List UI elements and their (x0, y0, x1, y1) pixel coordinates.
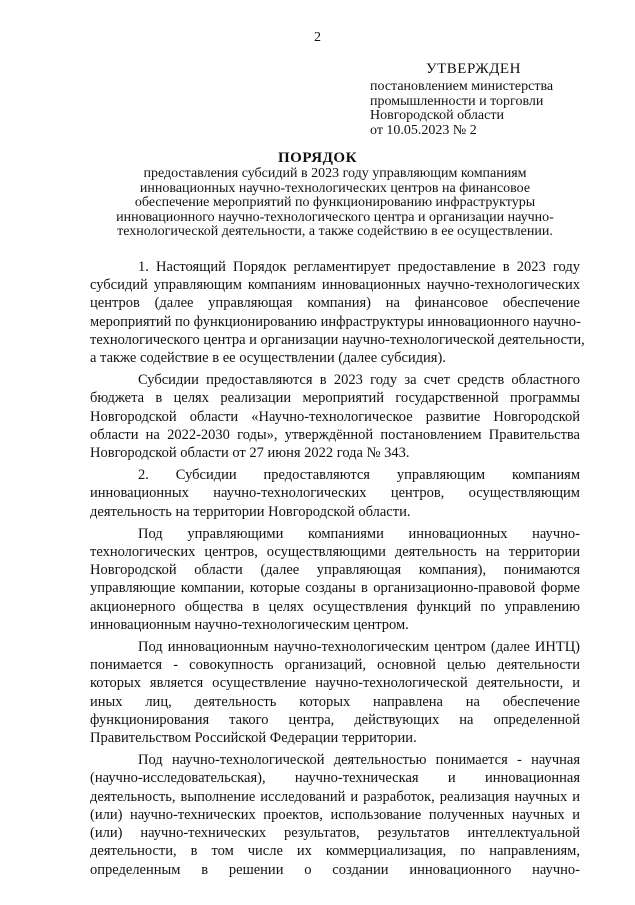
approval-line: Новгородской области (370, 108, 504, 123)
paragraph-line: которых является осуществление научно-технологической деятельности, и (90, 675, 580, 692)
paragraph-line: деятельности, в том числе их коммерциализация, по направлениям, (90, 843, 580, 860)
paragraph (90, 751, 580, 878)
subtitle-line: технологической деятельности, а также содействию в ее осуществлении. (117, 224, 553, 239)
paragraph (90, 525, 580, 634)
paragraph-line: Правительством Российской Федерации территории. (90, 730, 417, 747)
paragraph-line: субсидий управляющим компаниям инновационных научно-технологических (90, 277, 580, 294)
paragraph-line: (или) научно-технических проектов, использование полученных научных и (90, 806, 580, 823)
subtitle-line: обеспечение мероприятий по функционированию инфраструктуры (134, 195, 536, 210)
paragraph-line: Под инновационным научно-технологическим центром (далее ИНТЦ) (138, 639, 580, 656)
approval-title: УТВЕРЖДЕН (426, 61, 521, 77)
approval-stamp (370, 58, 620, 138)
subtitle-line: предоставления субсидий в 2023 году управляющим компаниям (143, 166, 527, 181)
paragraph-line: Новгородской области «Научно-технологическое развитие Новгородской (90, 408, 580, 425)
paragraph-line: инновационным научно-технологическим центром. (90, 616, 409, 633)
paragraph-line: (научно-исследовательская), научно-техническая и инновационная (90, 770, 580, 787)
paragraph (90, 638, 580, 747)
paragraph-line: 2. Субсидии предоставляются управляющим компаниям (138, 467, 580, 484)
paragraph-line: области на 2022-2030 годы», утверждённой постановлением Правительства (90, 426, 580, 443)
paragraph-line: технологических центров, осуществляющими деятельность на территории (90, 544, 580, 561)
paragraph (90, 466, 580, 521)
paragraph (90, 371, 580, 462)
paragraph-line: 1. Настоящий Порядок регламентирует предоставление в 2023 году (138, 259, 580, 275)
paragraph-line: Новгородской области от 27 июня 2022 года № 343. (90, 445, 410, 462)
paragraph-line: функционирования такого центра, действующих на определенной (90, 711, 580, 728)
approval-line: от 10.05.2023 № 2 (370, 122, 477, 138)
paragraph-line: а также содействие в ее осуществлении (далее субсидия). (90, 350, 446, 367)
paragraph-line: Субсидии предоставляются в 2023 году за счет средств областного (138, 372, 580, 389)
page-number: 2 (314, 30, 321, 45)
paragraph-line: управляющие компании, которые созданы в организационно-правовой форме (90, 580, 580, 597)
paragraph-line: бюджета в целях реализации мероприятий государственной программы (90, 390, 580, 407)
paragraph-line: определенным в решении о создании инновационного научно- (90, 861, 580, 878)
document-title: ПОРЯДОК (278, 150, 357, 166)
paragraph-line: мероприятий по функционированию инфраструктуры инновационного научно- (90, 313, 581, 330)
subtitle-line: инновационного научно-технологического центра и организации научно- (116, 209, 554, 225)
paragraph-line: Новгородской области (далее управляющая компания), понимаются (90, 562, 580, 579)
paragraph-line: технологического центра и организации научно-технологической деятельности, (90, 331, 585, 348)
approval-line: постановлением министерства (370, 79, 554, 94)
paragraph-line: инновационных научно-технологических центров, осуществляющим (90, 485, 580, 502)
paragraph-line: Под научно-технологической деятельностью понимается - научная (138, 752, 580, 769)
paragraph-line: понимается - совокупность организаций, основной целью деятельности (90, 657, 580, 674)
paragraph-line: центров (далее управляющая компания) на финансовое обеспечение (90, 295, 580, 312)
approval-line: промышленности и торговли (370, 93, 544, 109)
paragraph-line: акционерного общества в целях осуществления функций по управлению (90, 598, 580, 615)
paragraph-line: деятельность, выполнение исследований и разработок, реализация научных и (90, 788, 580, 805)
paragraph-line: (или) научно-технических результатов, результатов интеллектуальной (90, 825, 580, 842)
paragraph-line: Под управляющими компаниями инновационных научно- (138, 525, 580, 542)
document-body (90, 258, 585, 879)
paragraph-line: деятельность на территории Новгородской области. (90, 503, 411, 520)
subtitle-line: инновационных научно-технологических центров на финансовое (139, 180, 531, 196)
paragraph (90, 258, 585, 367)
document-subtitle (100, 167, 570, 240)
paragraph-line: иных лиц, деятельность которых направлена на обеспечение (90, 693, 580, 710)
